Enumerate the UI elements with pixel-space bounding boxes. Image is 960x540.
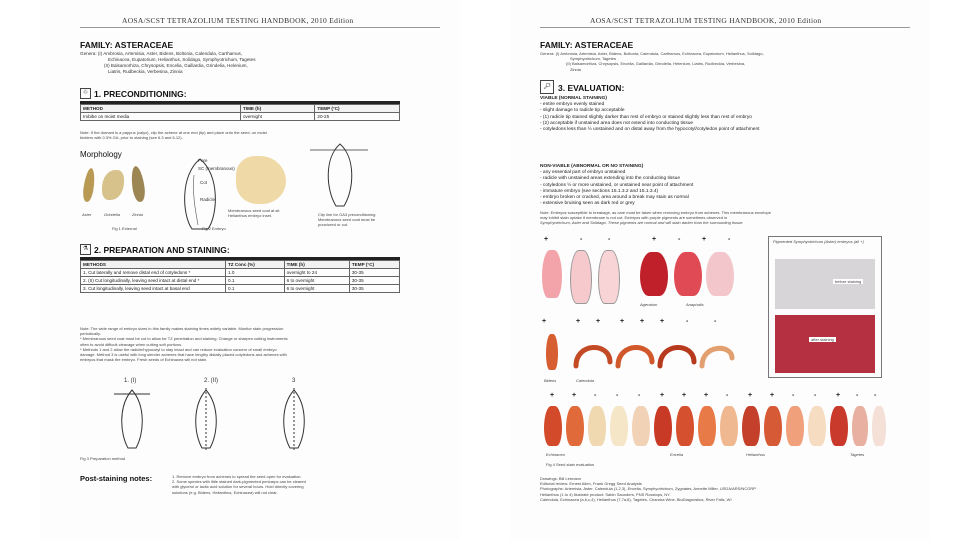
criteria-line: - (2) acceptable if unstained area does not extend into conducting tissue xyxy=(540,120,694,126)
table-cell: 0.1 xyxy=(226,285,285,293)
embryo-photo xyxy=(542,250,562,298)
criteria-line: - extensive bruising seen as dark red or grey xyxy=(540,201,635,207)
criteria-line: - cotyledons ½ or more unstained, or unstained near point of attachment xyxy=(540,182,694,188)
viability-sign: - xyxy=(638,392,641,399)
viability-sign: + xyxy=(596,318,601,325)
header-rule xyxy=(80,27,440,28)
viability-sign: - xyxy=(792,392,795,399)
note-line: embryos that mask the embryo. Fresh seeds of Echinacea will not stain. xyxy=(80,357,208,363)
section-title-preparation: 2. PREPARATION AND STAINING: xyxy=(94,245,230,255)
note-line: 2. Some species with little stained dark-pigmented pericarps can be cleared xyxy=(172,479,306,485)
embryo-photo xyxy=(676,406,694,446)
preconditioning-icon: ♲ xyxy=(80,88,91,99)
embryo-photo xyxy=(764,406,782,446)
photo-caption: Aster xyxy=(82,212,92,217)
figure-caption: Fig 2 Embryo xyxy=(202,226,226,231)
table-cell: 20-25 xyxy=(315,113,400,121)
viability-sign: + xyxy=(550,392,555,399)
viability-sign: - xyxy=(874,392,877,399)
embryo-photo xyxy=(546,334,558,370)
embryo-photo xyxy=(632,406,650,446)
table-cell: 0.1 xyxy=(226,277,285,285)
note-line: periodically. xyxy=(80,331,101,337)
label-radicle: Radicle xyxy=(200,197,216,202)
viability-sign: + xyxy=(652,236,657,243)
species-label: Helianthus xyxy=(746,452,765,457)
table-header: TEMP (°C) xyxy=(349,261,399,269)
header-rule xyxy=(540,27,910,28)
genera-line: Echinacea, Eupatorium, Helianthus, Solidago, Symphyotrichum, Tagetes xyxy=(108,57,256,62)
table-header: TEMP (°C) xyxy=(315,105,400,113)
staining-icon: ⚗ xyxy=(80,244,91,255)
viable-criteria xyxy=(540,96,930,133)
embryo-photo xyxy=(654,406,672,446)
label-pore: Pore xyxy=(198,158,208,163)
method-label: 1. (I) xyxy=(124,378,137,384)
note-line: Symphyotrichum, Aster and Solidago. These pigments are normal and will stain darker than the surrounding tissue. xyxy=(540,220,744,226)
viability-sign: + xyxy=(576,318,581,325)
after-staining-label: after staining xyxy=(811,337,834,342)
preparation-table xyxy=(80,260,400,293)
table-cell: 2. (II) Cut longitudinally, leaving seed intact at distal end * xyxy=(81,277,226,285)
preparation-notes xyxy=(80,326,410,362)
viability-sign: + xyxy=(770,392,775,399)
genera-line: (II) Balsamorhiza, Chrysopsis, Encelia, Gaillardia, Grindelia, Helenium, xyxy=(104,63,248,68)
viability-sign: - xyxy=(678,236,681,243)
post-staining-title: Post-staining notes: xyxy=(80,474,153,483)
page-header: AOSA/SCST TETRAZOLIUM TESTING HANDBOOK, 2010 Edition xyxy=(122,16,354,25)
page-header: AOSA/SCST TETRAZOLIUM TESTING HANDBOOK, 2010 Edition xyxy=(590,16,822,25)
embryo-photo xyxy=(236,156,286,204)
note-line: * Methods 1 and 2 allow the radicle/hypocotyl to stay intact and can reduce evaluation concern of small embryo xyxy=(80,346,277,352)
embryo-photo xyxy=(706,252,734,296)
credit-line: Drawings: Bill Lermann xyxy=(540,476,582,481)
criteria-line: - radicle with unstained areas extending into the conducting tissue xyxy=(540,176,680,182)
achene-photo-zinnia xyxy=(130,165,147,202)
section-title-preconditioning: 1. PRECONDITIONING: xyxy=(94,89,187,99)
credits xyxy=(540,476,920,502)
embryo-photo xyxy=(786,406,804,446)
calendula-embryo-photos xyxy=(570,336,740,376)
viability-sign: + xyxy=(702,236,707,243)
table-cell: 30-35 xyxy=(349,269,399,277)
note-line: Note: If the domant is a pappus (calyx), clip the achene at one end (tip) and place onto the seed, on moist xyxy=(80,130,267,135)
embryo-photo xyxy=(698,406,716,446)
table-cell: 6 to overnight xyxy=(284,277,349,285)
note-line: may inhibit stain uptake if membrane is not cut. Embryos with purple pigments are sometimes observed in xyxy=(540,215,728,221)
viability-sign: + xyxy=(836,392,841,399)
note-line: with glycerol or lactic acid solution for several hours. Hold directly covering xyxy=(172,484,304,490)
table-cell: Imbibe on moist media xyxy=(81,113,241,121)
note-line: often to avoid difficult cleavage when cutting soft portions. xyxy=(80,341,183,347)
table-row xyxy=(81,113,400,121)
achene-photo-grindelia xyxy=(102,170,124,200)
preconditioning-table xyxy=(80,104,400,121)
species-label: Ageratum xyxy=(640,302,658,307)
genera-line: Symphyotrichum, Tagetes xyxy=(570,56,616,62)
criteria-line: - cotyledons less than ½ unstained and on distal away from the hypocotyl/cotyledon point of attachment xyxy=(540,127,760,133)
table-row xyxy=(81,277,400,285)
table-header: METHOD xyxy=(81,105,241,113)
embryo-photo xyxy=(674,252,702,296)
nonviable-title: NON-VIABLE (ABNORMAL OR NO STAINING) xyxy=(540,164,644,169)
viability-sign: - xyxy=(714,318,717,325)
genera-line: Liatris, Rudbeckia, Verbesina, Zinnia xyxy=(108,69,183,74)
table-cell: overnight to 24 xyxy=(284,269,349,277)
species-label: Bidens xyxy=(544,378,557,383)
viability-sign: + xyxy=(660,392,665,399)
post-staining-notes xyxy=(172,474,432,495)
preparation-method-drawings xyxy=(100,386,330,452)
achene-photo-aster xyxy=(82,167,97,202)
viability-sign: + xyxy=(660,318,665,325)
viability-sign: + xyxy=(542,318,547,325)
viability-sign: + xyxy=(572,392,577,399)
membrane-note: Membranous seed coat at sit. Helianthus embryo inset. xyxy=(228,208,281,219)
clip-line-drawing xyxy=(310,140,370,210)
credit-line: Editorial review: Ernest Allen, Frank Gregg Seed Analysts xyxy=(540,481,642,487)
embryo-photo xyxy=(852,406,868,446)
genera-line: (II) Balsamorhiza, Chrysopsis, Encelia, Gaillardia, Grindelia, Helenium, Liatris, Rudbeckia, Verbesina, xyxy=(566,61,746,67)
viability-sign: - xyxy=(608,236,611,243)
nonviable-criteria xyxy=(540,164,930,207)
photo-caption: Grindelia xyxy=(104,212,121,217)
evaluation-icon: 🔎︎ xyxy=(540,80,554,94)
genera-list xyxy=(540,51,930,72)
note-line: Note: The wide range of embryo sizes in this family makes staining times widely variable. Monitor stain progression xyxy=(80,326,284,331)
genera-line: Genera: (I) Ambrosia, Artemisia, Aster, Bidens, Boltonia, Calendula, Carthamus, Echinacea, Eupatorium, Helianthus, Solidago, xyxy=(540,51,764,56)
embryo-photo xyxy=(720,406,738,446)
panel-title: Pigmented Symphyotrichum (Aster) embryos (all +) xyxy=(773,239,864,244)
table-header: TIME (h) xyxy=(241,105,315,113)
pigmented-embryos-panel xyxy=(768,236,882,378)
viability-sign: - xyxy=(728,236,731,243)
label-cot: Cot xyxy=(200,180,208,185)
species-label: Calendula xyxy=(576,378,595,383)
method-label: 3 xyxy=(292,378,296,384)
credit-line: Photographs: Artemisia, Aster, Calendula (1,2,3), Encelia, Symphyotrichum, Zygnates, Annette Miller, USDA/ARS/NCGRP xyxy=(540,486,756,492)
figure-caption: Fig 4 Seed stain evaluation xyxy=(546,462,595,467)
table-cell: 3. Cut longitudinally, leaving seed intact at basal end xyxy=(81,285,226,293)
viability-sign: - xyxy=(726,392,729,399)
embryo-photo xyxy=(570,250,592,304)
morphology-title: Morphology xyxy=(80,150,122,159)
embryo-photo xyxy=(808,406,826,446)
table-cell: 30-35 xyxy=(349,285,399,293)
species-label: Tagetes xyxy=(850,452,865,457)
viability-sign: - xyxy=(814,392,817,399)
viability-sign: - xyxy=(594,392,597,399)
viability-sign: + xyxy=(682,392,687,399)
embryo-photo xyxy=(588,406,606,446)
genera-line: Zinnia xyxy=(570,66,581,72)
table-header: TIME (h) xyxy=(284,261,349,269)
table-cell: 1. Cut laterally and remove distal end of cotyledons * xyxy=(81,269,226,277)
criteria-line: - (1) radicle tip stained slightly darker than rest of embryo or stained slightly less than rest of embryo xyxy=(540,114,752,120)
table-row xyxy=(81,269,400,277)
criteria-line: - any essential part of embryo unstained xyxy=(540,170,626,176)
credit-line: Calendula, Echinacea (a,b,c,4), Helianthus (7,7a,8), Tagetes, Chandra Wine, BioDiagnostics, River Falls, WI xyxy=(540,496,732,502)
viability-sign: - xyxy=(616,392,619,399)
preconditioning-note xyxy=(80,130,410,140)
table-row xyxy=(81,285,400,293)
species-label: Anaphalis xyxy=(686,302,704,307)
criteria-line: - immature embryo (see sections 15.1.3.2 and 15.1.3.4) xyxy=(540,188,659,194)
species-label: Echinacea xyxy=(546,452,565,457)
viability-sign: - xyxy=(580,236,583,243)
note-line: blotters with 0.3% GA, prior to staining (see 6.3 and 6.12). xyxy=(80,135,183,141)
table-cell: 1.0 xyxy=(226,269,285,277)
embryo-photo xyxy=(640,252,668,296)
embryo-photo xyxy=(598,250,620,304)
table-cell: 30-35 xyxy=(349,277,399,285)
left-page xyxy=(40,0,460,540)
after-staining-photo xyxy=(775,315,875,373)
criteria-line: - entire embryo evenly stained xyxy=(540,102,605,108)
photo-caption: Zinnia xyxy=(132,212,143,217)
figure-caption: Fig 1 External xyxy=(112,226,137,231)
family-title: FAMILY: ASTERACEAE xyxy=(540,40,634,50)
note-line: damage. Method 3 is useful with long slender achenes that have lengthy distally placed cotyledons and achenes with xyxy=(80,352,287,358)
embryo-photo xyxy=(830,406,848,446)
evaluation-note xyxy=(540,210,930,226)
species-label: Encelia xyxy=(670,452,684,457)
note-line: 1. Remove embryo from achenes to spread the seed open for evaluation. xyxy=(172,474,302,479)
genera-list xyxy=(80,51,450,75)
viability-sign: - xyxy=(686,318,689,325)
embryo-photo xyxy=(872,406,886,446)
label-seed-coat: SC (membranous) xyxy=(198,166,235,171)
credit-line: Helianthus (1 to 4) illustrate product: Sabin Saunders, PNS Rosstops, NY. xyxy=(540,491,671,497)
embryo-photo xyxy=(742,406,760,446)
genera-line: Genera: (I) Ambrosia, Artemisia, Aster, Bidens, Boltonia, Calendula, Carthamus, xyxy=(80,51,243,56)
family-title: FAMILY: ASTERACEAE xyxy=(80,40,174,50)
table-cell: overnight xyxy=(241,113,315,121)
note-line: * Membranous seed coat must be cut to allow for TZ penetration and staining. Change or sharpen cutting instruments xyxy=(80,336,288,342)
viability-sign: + xyxy=(704,392,709,399)
method-label: 2. (II) xyxy=(204,378,219,384)
note-line: solutions (e.g. Bidens, Helianthus, Echinacea) will not clear. xyxy=(172,489,278,495)
section-title-evaluation: 3. EVALUATION: xyxy=(558,83,625,93)
before-staining-label: before staining xyxy=(835,279,862,284)
embryo-photo xyxy=(610,406,628,446)
viability-sign: + xyxy=(620,318,625,325)
embryo-photo xyxy=(544,406,562,446)
viable-title: VIABLE (NORMAL STAINING) xyxy=(540,96,607,101)
embryo-photo xyxy=(566,406,584,446)
viability-sign: + xyxy=(544,236,549,243)
table-header: METHODS xyxy=(81,261,226,269)
note-line: Note: Embryos susceptible to breakage, as care must be taken when removing embryo from achenes. This membranous envelope xyxy=(540,210,771,215)
clip-note: Clip line for GA3 preconditioning. Membranous seed coat must be punctured or cut. xyxy=(318,212,377,228)
viability-sign: + xyxy=(640,318,645,325)
criteria-line: - embryo broken or cracked, area around a break may stain as normal xyxy=(540,195,689,201)
criteria-line: - slight damage to radicle tip acceptable xyxy=(540,108,625,114)
viability-sign: - xyxy=(856,392,859,399)
table-header: TZ Conc (%) xyxy=(226,261,285,269)
table-cell: 6 to overnight xyxy=(284,285,349,293)
right-page xyxy=(510,0,930,540)
figure-caption: Fig 3 Preparation method xyxy=(80,456,126,461)
viability-sign: + xyxy=(748,392,753,399)
